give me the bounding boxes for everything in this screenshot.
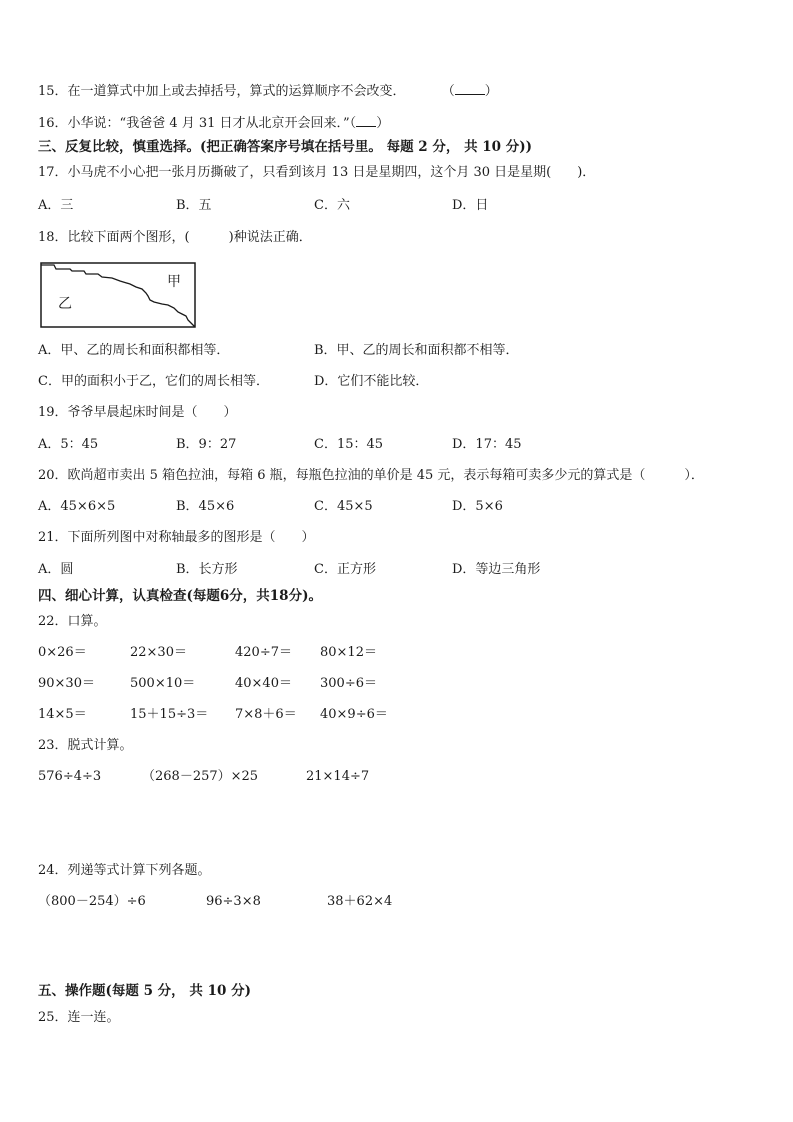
option-d[interactable]: D．17：45 [452,437,522,452]
question-16 [38,114,389,133]
question-23 [38,737,133,755]
option-b[interactable]: B．长方形 [176,562,238,577]
option-d[interactable]: D．等边三角形 [452,562,541,577]
option-a[interactable]: A．圆 [38,562,74,577]
question-number: 18． [38,230,68,245]
option-a[interactable]: A．5：45 [38,437,99,452]
answer-blank[interactable] [356,114,376,127]
question-number: 21． [38,530,68,545]
option-a[interactable]: A．甲、乙的周长和面积都相等． [38,343,230,358]
option-c[interactable]: C．15：45 [314,437,384,452]
option-a[interactable]: A．45×6×5 [38,499,116,514]
math-item: 300÷6＝ [320,676,377,691]
question-text: 小华说：“我爸爸 4 月 31 日才从北京开会回来．”（ [67,116,357,131]
question-19 [38,404,237,422]
question-21 [38,529,315,547]
section-4-heading: 四、细心计算，认真检查(每题6分，共18分)。 [38,588,322,604]
question-text: 小马虎不小心把一张月历撕破了，只看到该月 13 日是星期四，这个月 30 日是星期( )． [67,165,596,180]
option-c[interactable]: C．甲的面积小于乙，它们的周长相等． [38,374,269,389]
section-5-heading: 五、操作题(每题 5 分， 共 10 分) [38,983,251,999]
question-number: 23． [38,738,68,753]
shape-comparison-figure [40,262,196,328]
option-b[interactable]: B．9：27 [176,437,237,452]
section-3-heading: 三、反复比较，慎重选择。(把正确答案序号填在括号里。 每题 2 分， 共 10 分)) [38,139,533,155]
calc-item: 96÷3×8 [206,894,261,909]
question-25 [38,1009,120,1027]
question-number: 24． [38,863,68,878]
math-item: 420÷7＝ [235,645,292,660]
question-number: 15． [38,84,68,99]
question-number: 16． [38,116,68,131]
math-item: 0×26＝ [38,645,87,660]
math-item: 500×10＝ [130,676,196,691]
paren-close: ） [376,116,390,131]
math-item: 80×12＝ [320,645,377,660]
label-jia: 甲 [167,274,181,290]
math-item: 40×9÷6＝ [320,707,388,722]
question-24 [38,862,211,880]
answer-blank[interactable] [455,82,485,95]
question-text: 在一道算式中加上或去掉括号，算式的运算顺序不会改变． [67,84,406,99]
calc-item: （800－254）÷6 [38,894,146,909]
option-d[interactable]: D．5×6 [452,499,503,514]
question-20 [38,467,704,485]
option-b[interactable]: B．五 [176,198,212,213]
math-item: 90×30＝ [38,676,95,691]
calc-item: 38＋62×4 [327,894,393,909]
option-b[interactable]: B．45×6 [176,499,235,514]
option-c[interactable]: C．45×5 [314,499,373,514]
math-item: 14×5＝ [38,707,87,722]
question-text: 列递等式计算下列各题。 [67,863,211,878]
label-yi: 乙 [58,296,72,312]
math-item: 15＋15÷3＝ [130,707,209,722]
option-b[interactable]: B．甲、乙的周长和面积都不相等． [314,343,519,358]
question-text: 口算。 [67,614,107,629]
calc-item: （268－257）×25 [142,769,259,784]
question-number: 20． [38,468,68,483]
option-a[interactable]: A．三 [38,198,74,213]
question-number: 17． [38,165,68,180]
math-item: 22×30＝ [130,645,187,660]
question-number: 25． [38,1010,68,1025]
question-number: 19． [38,405,68,420]
calc-item: 576÷4÷3 [38,769,102,784]
question-text: 脱式计算。 [67,738,133,753]
math-item: 7×8＋6＝ [235,707,297,722]
option-d[interactable]: D．它们不能比较． [314,374,429,389]
question-text: 欧尚超市卖出 5 箱色拉油，每箱 6 瓶，每瓶色拉油的单价是 45 元，表示每箱可卖多少元的算式是（ ）． [67,468,704,483]
question-15 [38,82,498,101]
math-item: 40×40＝ [235,676,292,691]
question-text: 下面所列图中对称轴最多的图形是（ ） [67,530,315,545]
question-text: 连一连。 [67,1010,120,1025]
paren-open: （ [441,84,455,99]
question-17 [38,164,595,182]
calc-item: 21×14÷7 [306,769,370,784]
paren-close: ） [484,84,498,99]
option-d[interactable]: D．日 [452,198,489,213]
option-c[interactable]: C．正方形 [314,562,376,577]
question-22 [38,613,107,631]
option-c[interactable]: C．六 [314,198,350,213]
question-text: 比较下面两个图形，( )种说法正确． [67,230,312,245]
question-number: 22． [38,614,68,629]
question-text: 爷爷早晨起床时间是（ ） [67,405,237,420]
question-18 [38,229,312,247]
